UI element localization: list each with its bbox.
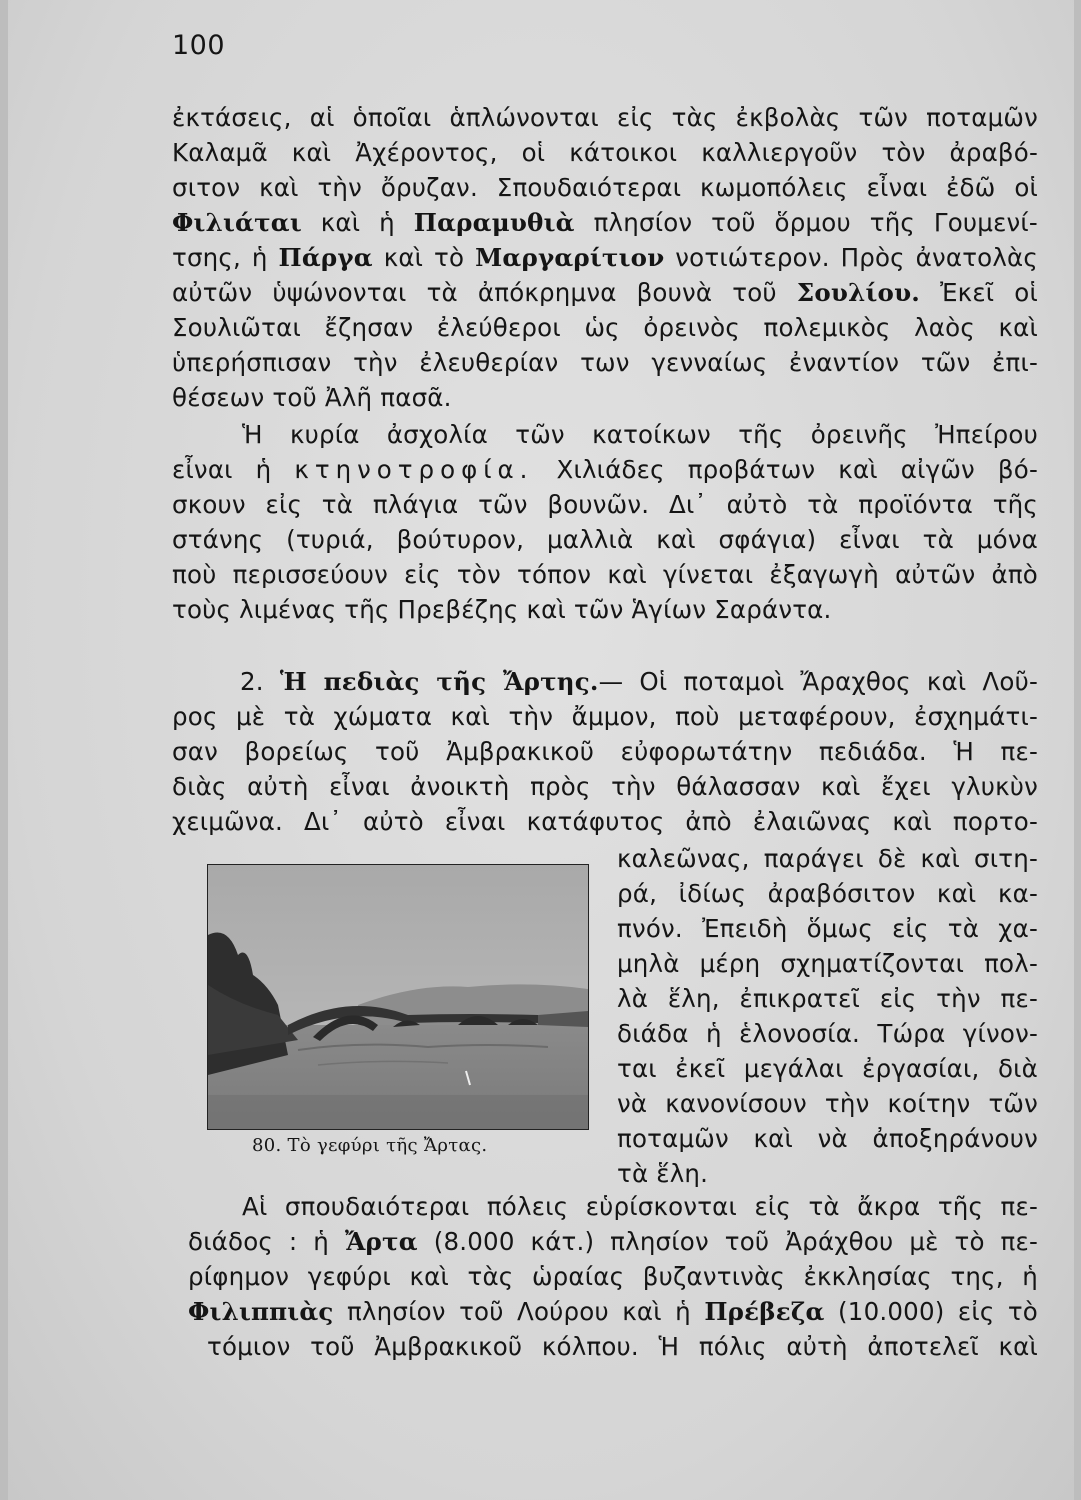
place-name: Παραμυθιὰ bbox=[413, 208, 575, 237]
text-line: ρος μὲ τὰ χώματα καὶ τὴν ἄμμον, ποὺ μεταφέρουν, ἐσχημάτι- bbox=[172, 702, 1038, 731]
text-line: θέσεων τοῦ Ἀλῆ πασᾶ. bbox=[172, 383, 452, 412]
place-name: Πρέβεζα bbox=[704, 1297, 825, 1326]
text-line: νὰ κανονίσουν τὴν κοίτην τῶν bbox=[617, 1089, 1038, 1118]
figure-caption: 80. Τὸ γεφύρι τῆς Ἄρτας. bbox=[252, 1135, 488, 1156]
text-line bbox=[172, 241, 1038, 275]
text-span: — Οἱ ποταμοὶ Ἄραχθος καὶ Λοῦ- bbox=[598, 667, 1038, 696]
text-line: πνόν. Ἐπειδὴ ὅμως εἰς τὰ χα- bbox=[617, 914, 1038, 943]
emphasized-word: κτηνοτροφία. bbox=[294, 455, 534, 484]
place-name: Φιλιππιὰς bbox=[188, 1297, 334, 1326]
text-line: χειμῶνα. Δι᾿ αὐτὸ εἶναι κατάφυτος ἀπὸ ἐλαιῶνας καὶ πορτο- bbox=[172, 807, 1038, 836]
section-number: 2. bbox=[240, 667, 264, 696]
place-name: Σουλίου. bbox=[796, 278, 921, 307]
place-name: Μαργαρίτιον bbox=[475, 243, 665, 272]
text-span: τσης, ἡ bbox=[172, 243, 268, 272]
place-name: Ἄρτα bbox=[344, 1227, 418, 1256]
text-line: ρίφημον γεφύρι καὶ τὰς ὡραίας βυζαντινὰς ἐκκλησίας της, ἡ bbox=[188, 1262, 1038, 1291]
section-title: Ἡ πεδιὰς τῆς Ἄρτης. bbox=[279, 667, 599, 696]
text-line: σκουν εἰς τὰ πλάγια τῶν βουνῶν. Δι᾿ αὐτὸ τὰ προϊόντα τῆς bbox=[172, 490, 1038, 519]
text-line bbox=[172, 206, 1038, 240]
text-line bbox=[188, 1225, 1038, 1259]
text-line bbox=[172, 276, 1038, 310]
text-line: ται ἐκεῖ μεγάλαι ἐργασίαι, διὰ bbox=[617, 1054, 1038, 1083]
text-line: τόμιον τοῦ Ἀμβρακικοῦ κόλπου. Ἡ πόλις αὐτὴ ἀποτελεῖ καὶ bbox=[207, 1332, 1038, 1361]
text-line: ρά, ἰδίως ἀραβόσιτον καὶ κα- bbox=[617, 879, 1038, 908]
text-line: Σουλιῶται ἔζησαν ἐλεύθεροι ὡς ὀρεινὸς πολεμικὸς λαὸς καὶ bbox=[172, 313, 1038, 342]
text-line: τὰ ἕλη. bbox=[617, 1159, 709, 1188]
text-line: σαν βορείως τοῦ Ἀμβρακικοῦ εὐφορωτάτην πεδιάδα. Ἡ πε- bbox=[172, 737, 1038, 766]
page-number: 100 bbox=[172, 30, 226, 61]
text-line: στάνης (τυριά, βούτυρον, μαλλιὰ καὶ σφάγια) εἶναι τὰ μόνα bbox=[172, 525, 1038, 554]
text-span: εἶναι ἡ bbox=[172, 455, 272, 484]
section-heading-line bbox=[240, 665, 1038, 699]
text-line: Καλαμᾶ καὶ Ἀχέροντος, οἱ κάτοικοι καλλιεργοῦν τὸν ἀραβό- bbox=[172, 138, 1038, 167]
text-line: ὑπερήσπισαν τὴν ἐλευθερίαν των γενναίως ἐναντίον τῶν ἐπι- bbox=[172, 348, 1038, 377]
text-line: λὰ ἕλη, ἐπικρατεῖ εἰς τὴν πε- bbox=[617, 984, 1038, 1013]
bridge-photo bbox=[207, 864, 589, 1130]
place-name: Πάργα bbox=[278, 243, 373, 272]
text-line bbox=[188, 1295, 1038, 1329]
text-span: πλησίον τοῦ ὅρμου τῆς Γουμενί- bbox=[593, 208, 1038, 237]
text-span: Ἐκεῖ οἱ bbox=[940, 278, 1038, 307]
place-name: Φιλιάται bbox=[172, 208, 302, 237]
text-line: Ἡ κυρία ἀσχολία τῶν κατοίκων τῆς ὀρεινῆς Ἠπείρου bbox=[242, 420, 1038, 449]
text-line: τοὺς λιμένας τῆς Πρεβέζης καὶ τῶν Ἁγίων Σαράντα. bbox=[172, 595, 832, 624]
text-line: σιτον καὶ τὴν ὄρυζαν. Σπουδαιότεραι κωμοπόλεις εἶναι ἐδῶ οἱ bbox=[172, 173, 1038, 202]
text-span: (8.000 κάτ.) πλησίον τοῦ Ἀράχθου μὲ τὸ πε- bbox=[433, 1227, 1038, 1256]
text-line: Αἱ σπουδαιότεραι πόλεις εὑρίσκονται εἰς τὰ ἄκρα τῆς πε- bbox=[242, 1192, 1038, 1221]
text-span: πλησίον τοῦ Λούρου καὶ ἡ bbox=[346, 1297, 691, 1326]
text-line: μηλὰ μέρη σχηματίζονται πολ- bbox=[617, 949, 1038, 978]
text-line: διὰς αὐτὴ εἶναι ἀνοικτὴ πρὸς τὴν θάλασσαν καὶ ἔχει γλυκὺν bbox=[172, 772, 1038, 801]
book-page bbox=[8, 0, 1074, 1500]
text-span: καὶ ἡ bbox=[320, 208, 395, 237]
text-line: ἐκτάσεις, αἱ ὁποῖαι ἁπλώνονται εἰς τὰς ἐκβολὰς τῶν ποταμῶν bbox=[172, 103, 1038, 132]
text-line: ποταμῶν καὶ νὰ ἀποξηράνουν bbox=[617, 1124, 1038, 1153]
text-span: (10.000) εἰς τὸ bbox=[838, 1297, 1038, 1326]
bridge-photo-image bbox=[208, 865, 588, 1129]
text-span: αὐτῶν ὑψώνονται τὰ ἀπόκρημνα βουνὰ τοῦ bbox=[172, 278, 777, 307]
text-span: διάδος : ἡ bbox=[188, 1227, 330, 1256]
text-line: ποὺ περισσεύουν εἰς τὸν τόπον καὶ γίνεται ἐξαγωγὴ αὐτῶν ἀπὸ bbox=[172, 560, 1038, 589]
text-span: καὶ τὸ bbox=[383, 243, 465, 272]
text-span: νοτιώτερον. Πρὸς ἀνατολὰς bbox=[675, 243, 1038, 272]
text-line bbox=[172, 453, 1038, 487]
text-span: Χιλιάδες προβάτων καὶ αἰγῶν βό- bbox=[556, 455, 1038, 484]
text-line: καλεῶνας, παράγει δὲ καὶ σιτη- bbox=[617, 844, 1038, 873]
text-line: διάδα ἡ ἑλονοσία. Τώρα γίνον- bbox=[617, 1019, 1038, 1048]
